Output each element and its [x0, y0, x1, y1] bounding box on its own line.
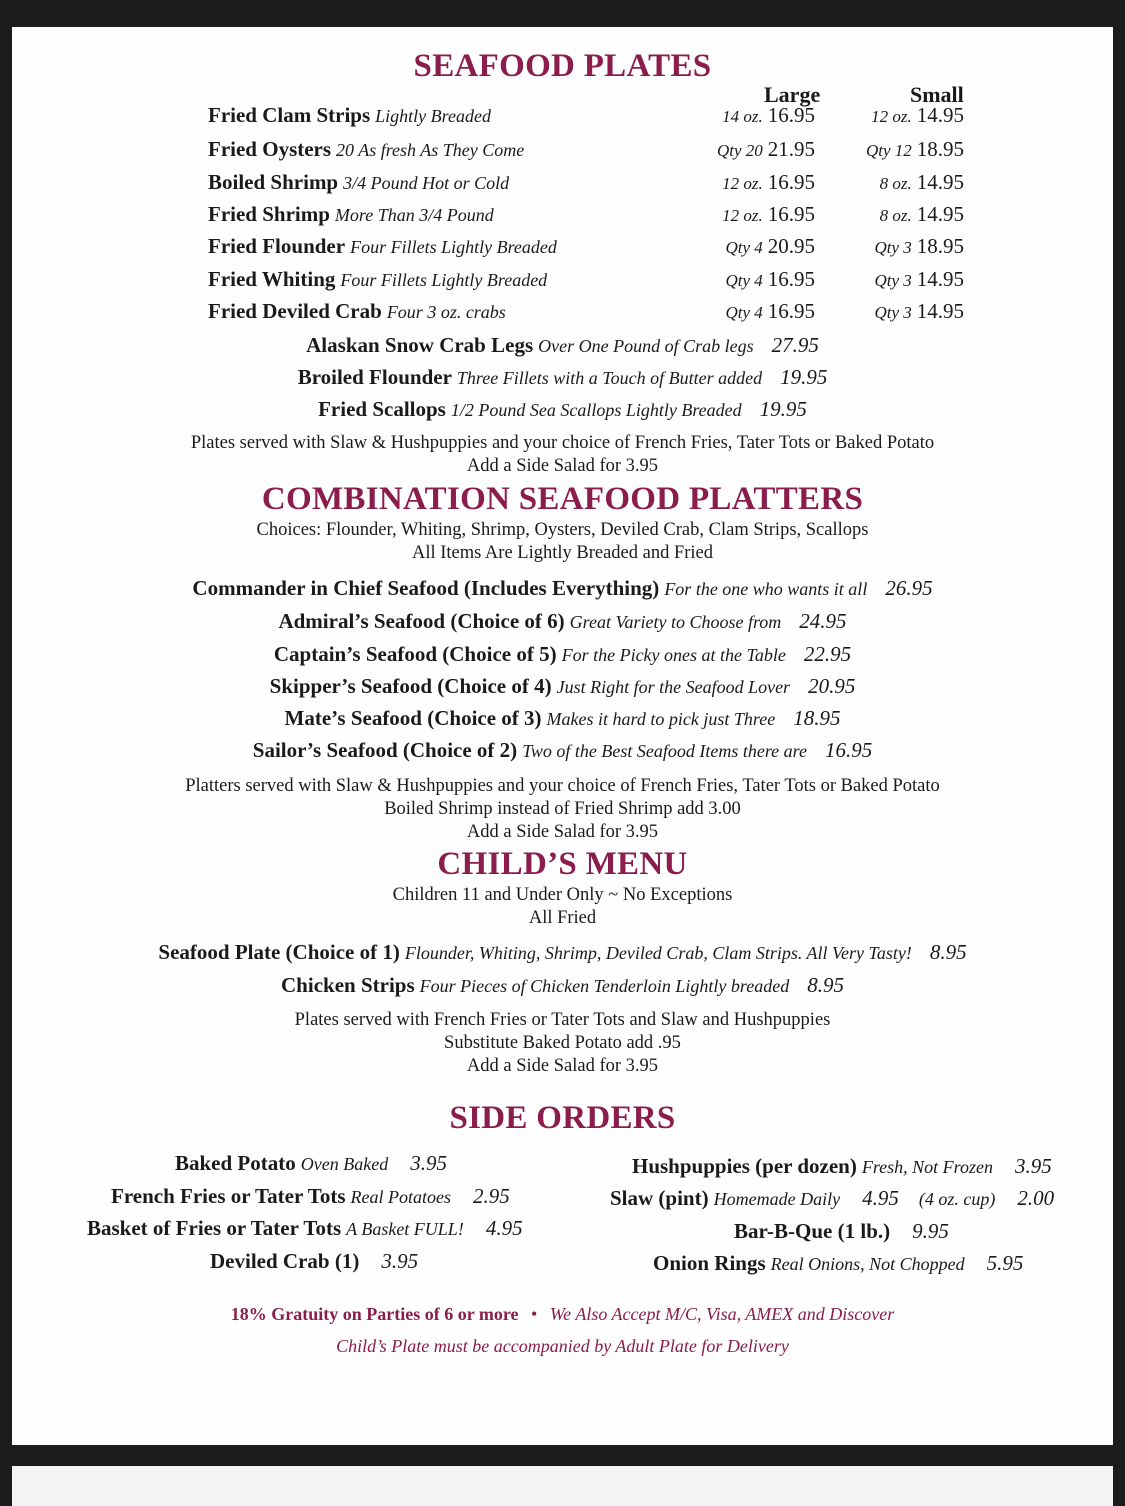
menu-item: Fried Scallops 1/2 Pound Sea Scallops Lightly Breaded 19.95 — [318, 397, 807, 421]
plate-row — [0, 170, 1125, 200]
child-item: Chicken Strips Four Pieces of Chicken Tenderloin Lightly breaded 8.95 — [281, 973, 844, 997]
item-name: Fried Deviled Crab — [208, 299, 382, 323]
platter-item: Mate’s Seafood (Choice of 3) Makes it hard to pick just Three 18.95 — [284, 706, 841, 730]
item-name: Fried Clam Strips — [208, 103, 371, 127]
child-item: Seafood Plate (Choice of 1) Flounder, Whiting, Shrimp, Deviled Crab, Clam Strips. All Very Tasty! 8.95 — [158, 940, 967, 964]
side-item: Hushpuppies (per dozen) Fresh, Not Frozen 3.95 — [632, 1154, 1052, 1178]
item-name: Fried Shrimp — [208, 202, 330, 226]
side-item: Deviled Crab (1) 3.95 — [210, 1249, 419, 1273]
platter-item: Commander in Chief Seafood (Includes Everything) For the one who wants it all 26.95 — [192, 576, 933, 600]
small-price: Qty 3 18.95 — [874, 234, 964, 258]
gratuity-payment-line — [0, 1304, 1125, 1325]
small-price: Qty 3 14.95 — [874, 299, 964, 323]
item-desc: 3/4 Pound Hot or Cold — [343, 173, 510, 193]
item-desc: Four 3 oz. crabs — [386, 302, 506, 322]
payment-note: We Also Accept M/C, Visa, AMEX and Discover — [549, 1304, 895, 1324]
item-desc: Lightly Breaded — [375, 106, 491, 126]
side-item: Bar-B-Que (1 lb.) 9.95 — [734, 1219, 949, 1243]
side-item: Baked Potato Oven Baked 3.95 — [175, 1151, 447, 1175]
combination-title: COMBINATION SEAFOOD PLATTERS — [261, 481, 864, 517]
small-price: 12 oz. 14.95 — [871, 103, 964, 127]
plate-row — [0, 267, 1125, 297]
side-item: Onion Rings Real Onions, Not Chopped 5.95 — [653, 1251, 1024, 1275]
item-name: Fried Whiting — [208, 267, 336, 291]
large-price: Qty 4 16.95 — [725, 299, 815, 323]
next-page-edge — [12, 1466, 1113, 1506]
item-desc: More Than 3/4 Pound — [334, 205, 494, 225]
large-price: Qty 4 20.95 — [725, 234, 815, 258]
small-price: 8 oz. 14.95 — [879, 170, 964, 194]
bullet-separator: • — [531, 1304, 538, 1324]
plate-row — [0, 137, 1125, 167]
large-price: Qty 20 21.95 — [716, 137, 815, 161]
seafood-plates-title: SEAFOOD PLATES — [413, 48, 712, 84]
menu-item: Broiled Flounder Three Fillets with a Touch of Butter added 19.95 — [297, 365, 828, 389]
platter-item: Captain’s Seafood (Choice of 5) For the Picky ones at the Table 22.95 — [273, 642, 852, 666]
column-large-header: Large — [764, 82, 821, 107]
plate-row — [0, 299, 1125, 329]
side-item: French Fries or Tater Tots Real Potatoes 2.95 — [111, 1184, 510, 1208]
childs-menu-title: CHILD’S MENU — [437, 846, 688, 882]
column-small-header: Small — [910, 82, 964, 107]
large-price: 14 oz. 16.95 — [722, 103, 815, 127]
item-name: Boiled Shrimp — [208, 170, 339, 194]
small-price: 8 oz. 14.95 — [879, 202, 964, 226]
side-orders-title: SIDE ORDERS — [449, 1100, 676, 1136]
platters-note: Platters served with Slaw & Hushpuppies and your choice of French Fries, Tater Tots or Baked Potato Boiled Shrimp instead of Fried Shrimp add 3.00 Add a Side Salad for 3.95 — [185, 776, 940, 842]
plate-row — [0, 202, 1125, 232]
delivery-note: Child’s Plate must be accompanied by Adult Plate for Delivery — [336, 1336, 789, 1356]
large-price: Qty 4 16.95 — [725, 267, 815, 291]
large-price: 12 oz. 16.95 — [722, 202, 815, 226]
gratuity-note: 18% Gratuity on Parties of 6 or more — [230, 1304, 519, 1324]
platter-item: Skipper’s Seafood (Choice of 4) Just Right for the Seafood Lover 20.95 — [269, 674, 856, 698]
item-desc: 20 As fresh As They Come — [336, 140, 525, 160]
side-item: Basket of Fries or Tater Tots A Basket FULL! 4.95 — [87, 1216, 523, 1240]
platter-item: Admiral’s Seafood (Choice of 6) Great Variety to Choose from 24.95 — [278, 609, 847, 633]
plate-row — [0, 103, 1125, 133]
childs-menu-rules: Children 11 and Under Only ~ No Exceptions All Fried — [392, 885, 733, 928]
item-name: Fried Flounder — [208, 234, 346, 258]
plate-row — [0, 234, 1125, 264]
item-desc: Four Fillets Lightly Breaded — [350, 237, 557, 257]
platter-item: Sailor’s Seafood (Choice of 2) Two of the Best Seafood Items there are 16.95 — [252, 738, 873, 762]
item-name: Fried Oysters — [208, 137, 332, 161]
plates-note: Plates served with Slaw & Hushpuppies and your choice of French Fries, Tater Tots or Baked Potato Add a Side Salad for 3.95 — [190, 433, 935, 476]
item-desc: Four Fillets Lightly Breaded — [340, 270, 548, 290]
childs-note: Plates served with French Fries or Tater Tots and Slaw and Hushpuppies Substitute Baked Potato add .95 Add a Side Salad for 3.95 — [294, 1010, 831, 1076]
small-price: Qty 12 18.95 — [865, 137, 964, 161]
side-item: Slaw (pint) Homemade Daily 4.95 (4 oz. cup) 2.00 — [610, 1186, 1055, 1210]
small-price: Qty 3 14.95 — [874, 267, 964, 291]
large-price: 12 oz. 16.95 — [722, 170, 815, 194]
combination-choices: Choices: Flounder, Whiting, Shrimp, Oysters, Deviled Crab, Clam Strips, Scallops All Items Are Lightly Breaded and Fried — [256, 520, 869, 563]
menu-item: Alaskan Snow Crab Legs Over One Pound of Crab legs 27.95 — [306, 333, 819, 357]
